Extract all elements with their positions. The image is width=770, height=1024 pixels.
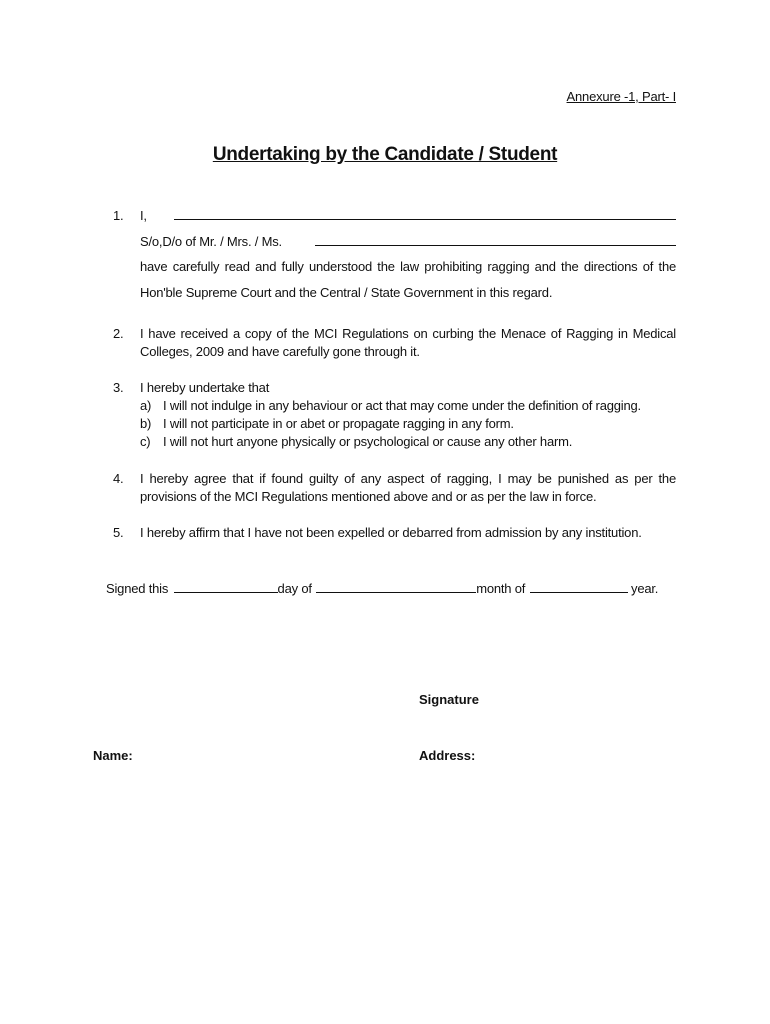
item-body [140, 525, 676, 540]
parent-prefix: S/o,D/o of Mr. / Mrs. / Ms. [140, 234, 282, 249]
sub-item-label: b) [140, 416, 152, 431]
item-1-line-4: Hon'ble Supreme Court and the Central / State Government in this regard. [140, 285, 553, 300]
parent-blank[interactable] [315, 234, 676, 246]
item-4-line-1: I hereby agree that if found guilty of any aspect of ragging, I may be punished as per the [140, 471, 676, 486]
list-item-5 [113, 525, 676, 545]
name-label: Name: [93, 748, 133, 763]
item-body [140, 326, 676, 359]
signed-prefix: Signed this [106, 581, 169, 596]
signed-line [106, 580, 658, 596]
month-blank[interactable] [316, 580, 476, 593]
name-blank[interactable] [174, 208, 676, 220]
sub-item-c [140, 434, 676, 449]
parent-line [140, 234, 676, 252]
sub-item-label: c) [140, 434, 151, 449]
day-label: day of [277, 581, 312, 596]
address-label: Address: [419, 748, 476, 763]
list-item-4 [113, 471, 676, 511]
document-title: Undertaking by the Candidate / Student [212, 144, 558, 165]
annexure-label: Annexure -1, Part- I [566, 89, 676, 104]
item-number: 3. [113, 380, 124, 395]
sub-item-b [140, 416, 676, 431]
item-5-line-1: I hereby affirm that I have not been expelled or debarred from admission by any institution. [140, 525, 642, 540]
item-1-line-3: have carefully read and fully understood the law prohibiting ragging and the directions of the [140, 259, 676, 274]
sub-item-text: I will not indulge in any behaviour or act that may come under the definition of ragging. [163, 398, 641, 413]
name-line [140, 208, 676, 226]
item-number: 1. [113, 208, 124, 223]
list-item-3 [113, 380, 676, 455]
sub-item-text: I will not participate in or abet or propagate ragging in any form. [163, 416, 514, 431]
day-blank[interactable] [174, 580, 278, 593]
item-2-line-2: Colleges, 2009 and have carefully gone through it. [140, 344, 420, 359]
item-number: 2. [113, 326, 124, 341]
list-item-2 [113, 326, 676, 366]
month-label: month of [476, 581, 526, 596]
item-number: 5. [113, 525, 124, 540]
sub-item-label: a) [140, 398, 152, 413]
sub-item-text: I will not hurt anyone physically or psychological or cause any other harm. [163, 434, 573, 449]
year-label: year. [631, 581, 659, 596]
signature-label: Signature [419, 692, 479, 707]
year-blank[interactable] [530, 580, 628, 593]
item-body [140, 471, 676, 504]
item-body [140, 380, 676, 449]
item-3-intro: I hereby undertake that [140, 380, 270, 395]
list-item-1 [113, 208, 676, 303]
item-number: 4. [113, 471, 124, 486]
item-2-line-1: I have received a copy of the MCI Regulations on curbing the Menace of Ragging in Medical [140, 326, 676, 341]
sub-item-a [140, 398, 676, 413]
item-4-line-2: provisions of the MCI Regulations mentioned above and or as per the law in force. [140, 489, 597, 504]
item-1-prefix: I, [140, 208, 147, 223]
